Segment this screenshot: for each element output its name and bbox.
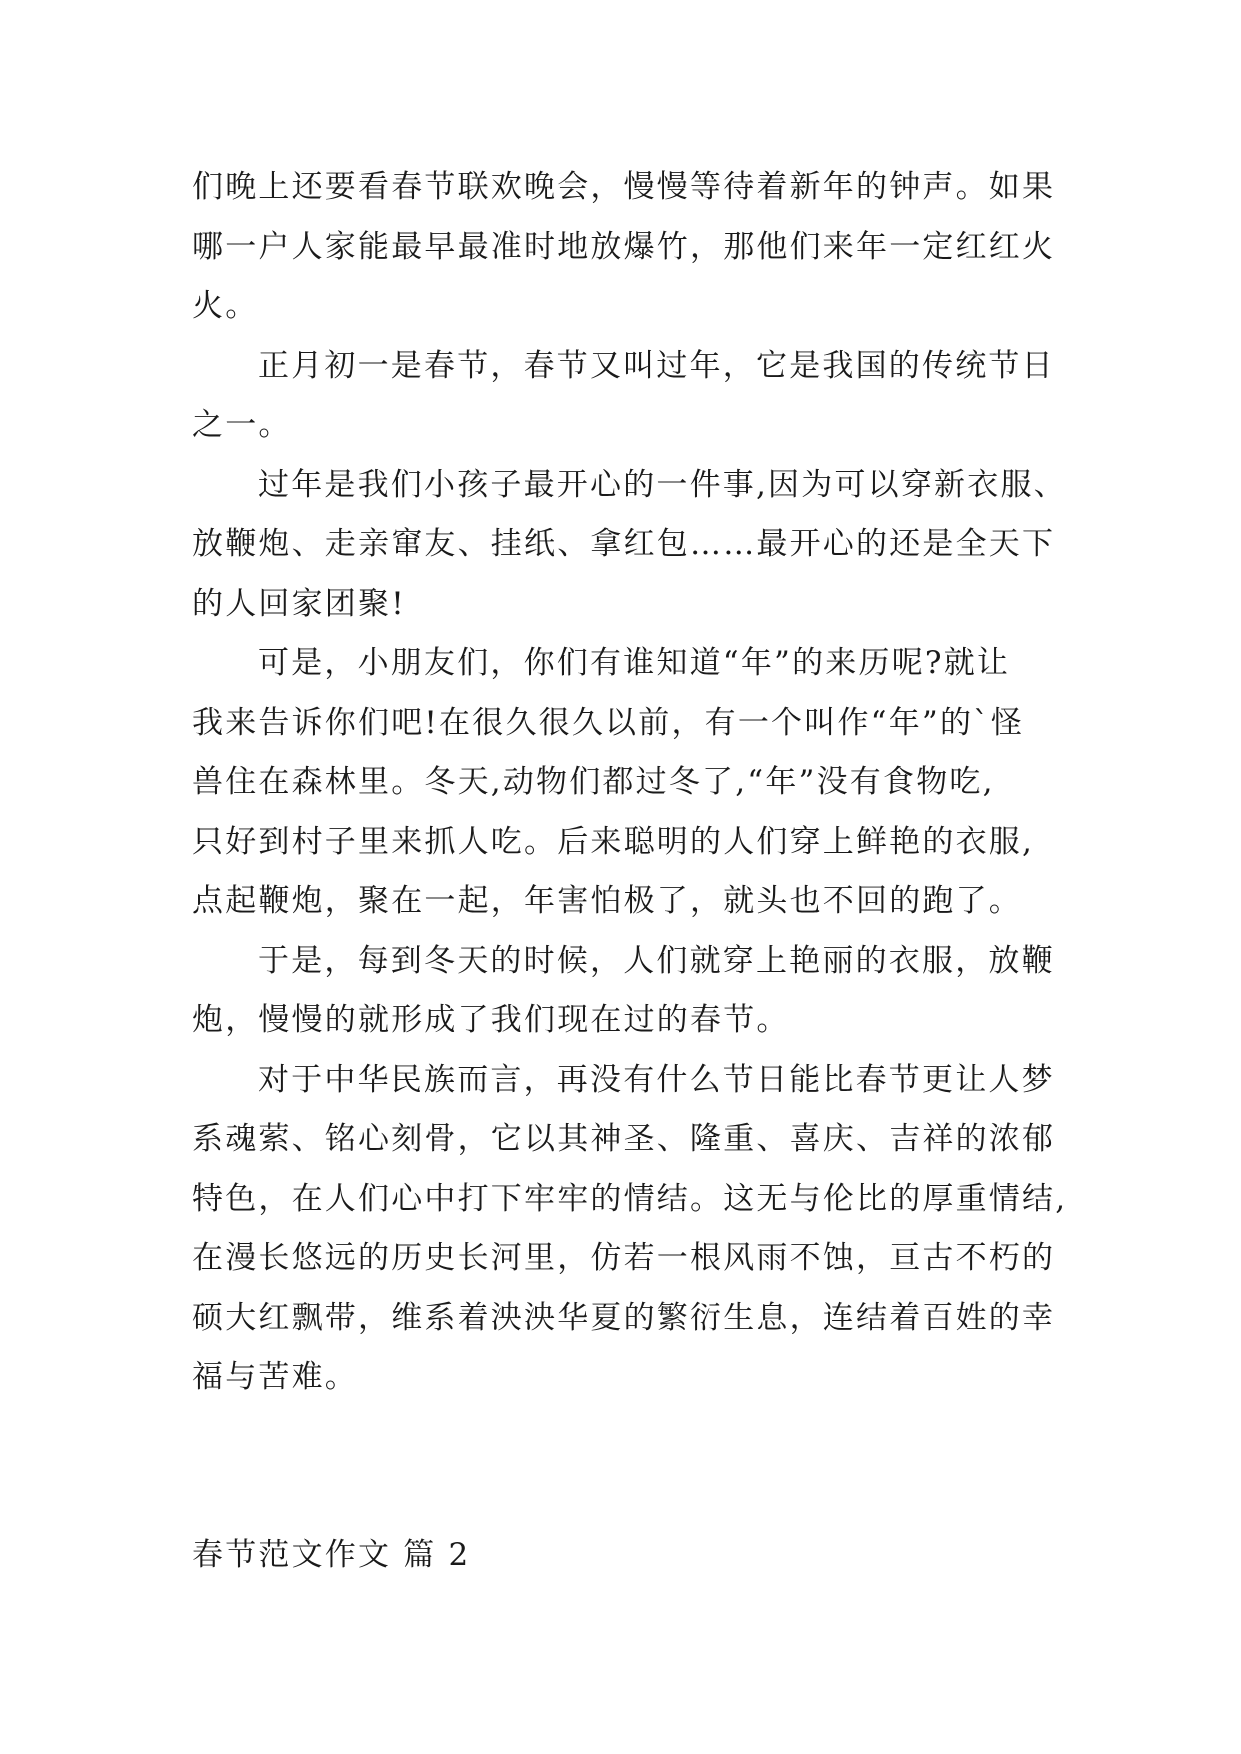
text-line: 火。 <box>192 288 259 324</box>
text-line: 硕大红飘带，维系着泱泱华夏的繁衍生息，连结着百姓的幸 <box>192 1299 1056 1336</box>
text-line: 我来告诉你们吧!在很久很久以前，有一个叫作“年”的`怪 <box>192 704 1025 741</box>
text-line: 点起鞭炮，聚在一起，年害怕极了，就头也不回的跑了。 <box>192 883 1022 919</box>
text-line: 们晚上还要看春节联欢晚会，慢慢等待着新年的钟声。如果 <box>192 169 1056 205</box>
text-line: 的人回家团聚! <box>192 585 406 622</box>
text-line: 特色，在人们心中打下牢牢的情结。这无与伦比的厚重情结, <box>192 1180 1068 1217</box>
paragraph-5 <box>192 932 1062 1051</box>
text-line: 过年是我们小孩子最开心的一件事,因为可以穿新衣服、 <box>258 466 1067 503</box>
paragraph-2 <box>192 337 1062 456</box>
text-line: 对于中华民族而言，再没有什么节日能比春节更让人梦 <box>258 1061 1055 1098</box>
text-line: 可是，小朋友们，你们有谁知道“年”的来历呢?就让 <box>258 645 1011 681</box>
text-line: 放鞭炮、走亲窜友、挂纸、拿红包……最开心的还是全天下 <box>192 526 1056 562</box>
text-line: 系魂萦、铭心刻骨，它以其神圣、隆重、喜庆、吉祥的浓郁 <box>192 1121 1056 1157</box>
text-line: 于是，每到冬天的时候，人们就穿上艳丽的衣服，放鞭 <box>258 942 1055 979</box>
text-line: 兽住在森林里。冬天,动物们都过冬了,“年”没有食物吃, <box>192 764 995 800</box>
paragraph-6 <box>192 1051 1068 1408</box>
text-line: 在漫长悠远的历史长河里，仿若一根风雨不蚀，亘古不朽的 <box>192 1240 1056 1276</box>
text-line: 正月初一是春节，春节又叫过年，它是我国的传统节日 <box>258 347 1055 384</box>
paragraph-1 <box>192 158 1062 337</box>
section-heading: 春节范文作文 篇 2 <box>192 1537 471 1573</box>
paragraph-4 <box>192 634 1062 932</box>
text-line: 福与苦难。 <box>192 1359 358 1395</box>
text-line: 之一。 <box>192 407 292 443</box>
paragraph-3 <box>192 456 1067 635</box>
text-line: 只好到村子里来抓人吃。后来聪明的人们穿上鲜艳的衣服, <box>192 823 1035 860</box>
text-line: 炮，慢慢的就形成了我们现在过的春节。 <box>192 1002 790 1038</box>
text-line: 哪一户人家能最早最准时地放爆竹，那他们来年一定红红火 <box>192 228 1056 265</box>
document-body <box>192 158 1068 1408</box>
